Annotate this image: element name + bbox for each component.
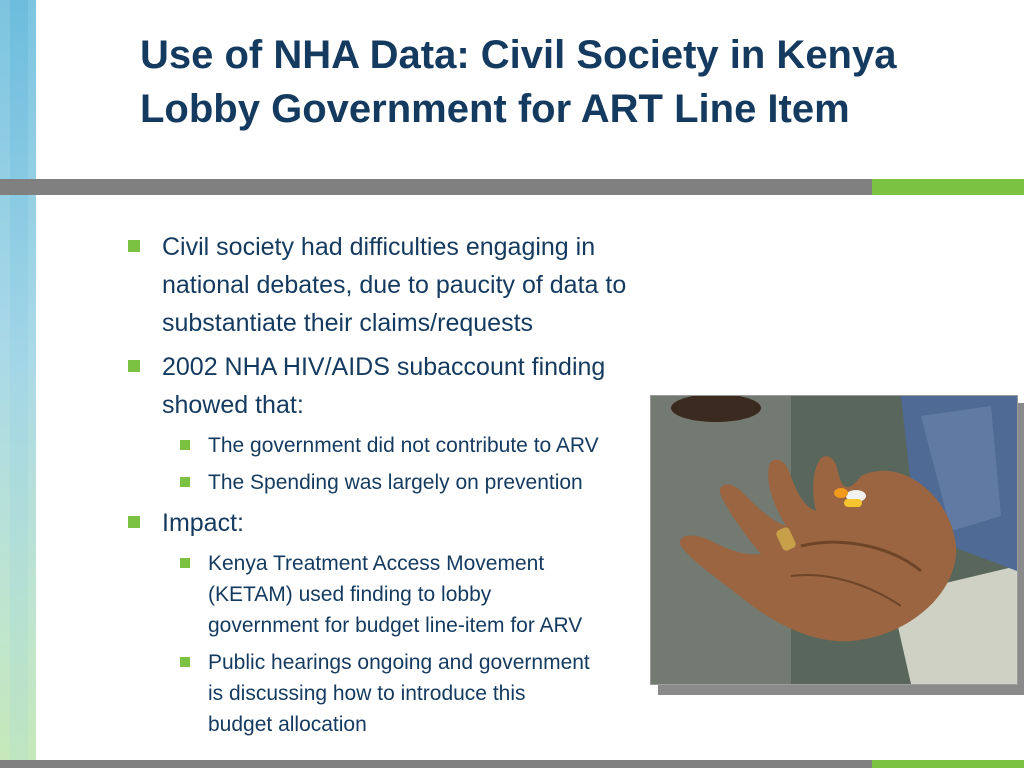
square-bullet-icon [128,240,140,252]
square-bullet-icon [180,558,190,568]
title-line-1: Use of NHA Data: Civil Society in Kenya [140,33,897,77]
square-bullet-icon [180,657,190,667]
hand-with-pills-photo [650,395,1018,685]
slide-title [140,28,1000,136]
square-bullet-icon [128,360,140,372]
square-bullet-icon [128,516,140,528]
sub-bullet-item: Public hearings ongoing and government is discussing how to introduce this budget allocation [128,647,708,740]
photo-frame [650,395,1024,695]
bullet-item: Impact: [128,504,708,542]
sub-bullet-item: The government did not contribute to ARV [128,430,708,461]
sub-bullet-item: The Spending was largely on prevention [128,467,708,498]
title-line-2: Lobby Government for ART Line Item [140,87,850,131]
bullet-list [128,228,708,746]
bullet-item: Civil society had difficulties engaging in national debates, due to paucity of data to substantiate their claims/requests [128,228,708,342]
square-bullet-icon [180,477,190,487]
bullet-item: 2002 NHA HIV/AIDS subaccount finding showed that: [128,348,708,424]
footer-bar-green [872,760,1024,768]
title-divider-green [872,179,1024,195]
hand-with-pills-illustration [651,396,1017,684]
side-decor-strip [0,0,36,768]
sub-bullet-item: Kenya Treatment Access Movement (KETAM) used finding to lobby government for budget line-item for ARV [128,548,708,641]
square-bullet-icon [180,440,190,450]
title-divider-gray [0,179,872,195]
footer-bar-gray [0,760,872,768]
